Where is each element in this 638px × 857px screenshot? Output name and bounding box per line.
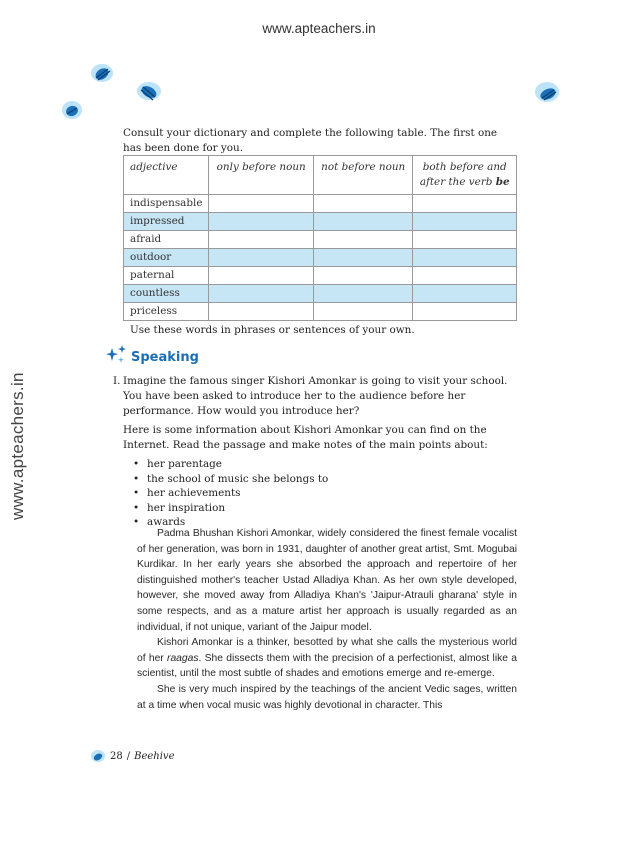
bee-icon	[90, 748, 106, 764]
header-url: www.apteachers.in	[262, 21, 376, 36]
header-not-before-noun: not before noun	[313, 156, 413, 195]
notes-list	[123, 457, 517, 530]
sparkle-icon	[104, 344, 128, 366]
passage-paragraph-1: Padma Bhushan Kishori Amonkar, widely considered the finest female vocalist of her generation, was born in 1931, daughter of another great artist, Smt. Mogubai Kurdikar. In her early years she absorbed the approach and repertoire of her distinguished mother's teacher Ustad Alladiya Khan. As her own style developed, however, she moved away from Alladiya Khan's 'Jaipur-Atrauli gharana' style in some respects, and as a mature artist her approach is usually regarded as an individual, if not unique, variant of the Jaipur model.	[137, 528, 517, 633]
header-adjective: adjective	[124, 156, 209, 195]
exercise-intro: Consult your dictionary and complete the following table. The first one has been done for you.	[123, 127, 498, 154]
passage-paragraph-3: She is very much inspired by the teachings of the ancient Vedic sages, written at a time when vocal music was highly devotional in character. This	[137, 683, 517, 711]
list-item: • the school of music she belongs to	[133, 472, 517, 487]
use-words-instruction: Use these words in phrases or sentences of your own.	[130, 324, 415, 336]
row-word: outdoor	[124, 249, 209, 267]
answer-cell[interactable]	[413, 213, 517, 231]
answer-cell[interactable]	[313, 267, 413, 285]
page-number: 28	[110, 750, 123, 762]
table-row	[124, 303, 517, 321]
footer-separator: /	[126, 750, 131, 762]
passage-paragraph-2	[137, 635, 517, 682]
book-title: Beehive	[134, 750, 175, 762]
speaking-question	[113, 374, 517, 530]
question-instruction: Here is some information about Kishori Amonkar you can find on the Internet. Read the passage and make notes of the main points about:	[123, 424, 488, 451]
answer-cell[interactable]	[313, 303, 413, 321]
answer-cell[interactable]	[209, 195, 313, 213]
table-row	[124, 195, 517, 213]
answer-cell[interactable]	[209, 267, 313, 285]
table-row	[124, 285, 517, 303]
p2-italic: raagas	[167, 652, 199, 664]
answer-cell[interactable]	[209, 303, 313, 321]
question-text: Imagine the famous singer Kishori Amonkar is going to visit your school. You have been asked to introduce her to the audience before her performance. How would you introduce her?	[123, 375, 508, 417]
p2-before: Kishori Amonkar is a thinker, besotted by what she calls the mysterious world of her	[137, 637, 517, 664]
table-row	[124, 249, 517, 267]
row-word: countless	[124, 285, 209, 303]
speaking-label: Speaking	[131, 349, 199, 365]
header-both-before-and-after	[413, 156, 517, 195]
header-both-line2: after the verb	[419, 176, 493, 188]
row-word: paternal	[124, 267, 209, 285]
answer-cell[interactable]	[313, 231, 413, 249]
header-only-before-noun: only before noun	[209, 156, 313, 195]
list-item: • her achievements	[133, 486, 517, 501]
answer-cell[interactable]	[413, 285, 517, 303]
answer-cell[interactable]	[209, 285, 313, 303]
answer-cell[interactable]	[313, 195, 413, 213]
bee-icon	[132, 78, 166, 106]
header-verb-be: be	[495, 176, 510, 188]
answer-cell[interactable]	[313, 249, 413, 267]
bee-icon	[86, 58, 118, 88]
answer-cell[interactable]	[413, 231, 517, 249]
answer-cell[interactable]	[313, 213, 413, 231]
answer-cell[interactable]	[209, 249, 313, 267]
answer-cell[interactable]	[413, 303, 517, 321]
row-word: priceless	[124, 303, 209, 321]
speaking-heading	[104, 344, 199, 366]
question-number: I.	[113, 375, 121, 387]
list-item: • her parentage	[133, 457, 517, 472]
answer-cell[interactable]	[313, 285, 413, 303]
answer-cell[interactable]	[209, 213, 313, 231]
adjective-table	[123, 155, 517, 321]
table-header-row	[124, 156, 517, 195]
answer-cell[interactable]	[413, 195, 517, 213]
answer-cell[interactable]	[209, 231, 313, 249]
answer-cell[interactable]	[413, 267, 517, 285]
p2-after: . She dissects them with the precision of a perfectionist, almost like a scientist, until the most subtle of shades and emotions emerge and re-emerge.	[137, 652, 517, 680]
row-word: impressed	[124, 213, 209, 231]
row-word: afraid	[124, 231, 209, 249]
page-footer	[90, 748, 175, 764]
reading-passage	[137, 526, 517, 713]
bee-icon	[58, 96, 86, 124]
table-row	[124, 231, 517, 249]
list-item: • her inspiration	[133, 501, 517, 516]
answer-cell[interactable]	[413, 249, 517, 267]
table-row	[124, 267, 517, 285]
bee-icon	[530, 78, 564, 108]
side-watermark: www.apteachers.in	[8, 372, 27, 520]
table-row	[124, 213, 517, 231]
row-word: indispensable	[124, 195, 209, 213]
header-both-line1: both before and	[422, 161, 507, 173]
list-item: • awards	[133, 515, 517, 530]
